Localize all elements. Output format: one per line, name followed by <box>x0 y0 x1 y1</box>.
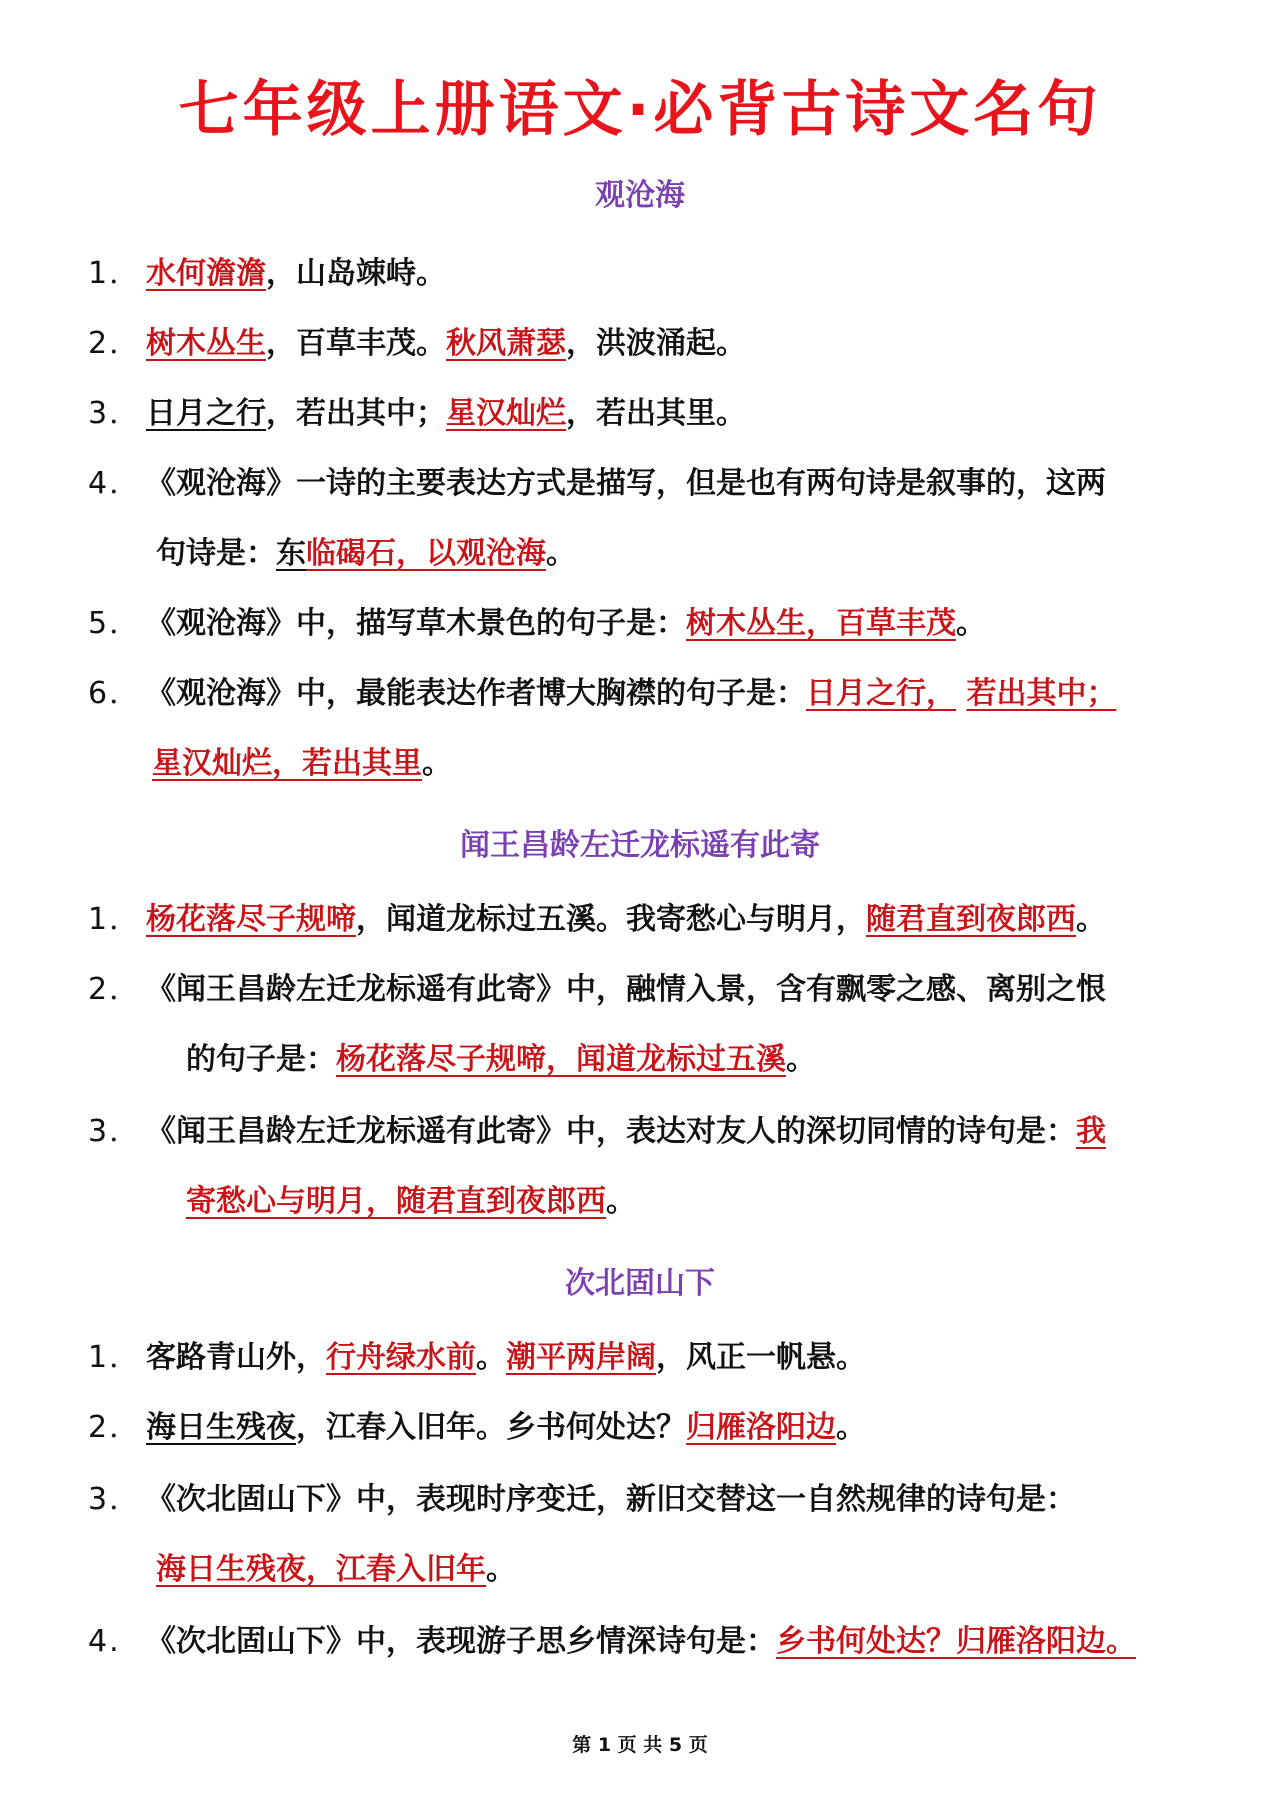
list-item: 4. 《次北固山下》中，表现游子思乡情深诗句是：乡书何处达？归雁洛阳边。 <box>88 1624 1136 1659</box>
list-item: 4． 《观沧海》一诗的主要表达方式是描写，但是也有两句诗是叙事的，这两 <box>88 466 1106 501</box>
page-title: 七年级上册语文·必背古诗文名句 <box>178 75 1102 145</box>
section-heading-cibeigushanxia: 次北固山下 <box>565 1266 715 1301</box>
list-item: 1． 客路青山外，行舟绿水前。潮平两岸阔，风正一帆悬。 <box>88 1340 866 1375</box>
answer-text: 星汉灿烂，若出其里 <box>152 746 422 781</box>
answer-text: 海日生残夜，江春入旧年 <box>156 1552 486 1587</box>
list-item: 1． 水何澹澹，山岛竦峙。 <box>88 256 446 291</box>
list-item-continuation: 的句子是：杨花落尽子规啼，闻道龙标过五溪。 <box>186 1042 816 1077</box>
answer-text: 杨花落尽子规啼，闻道龙标过五溪 <box>336 1042 786 1077</box>
list-item: 5． 《观沧海》中，描写草木景色的句子是：树木丛生，百草丰茂。 <box>88 606 986 641</box>
underlined-text: 海日生残夜 <box>146 1410 296 1445</box>
answer-text: 潮平两岸阔 <box>506 1340 656 1375</box>
list-item: 6． 《观沧海》中，最能表达作者博大胸襟的句子是：日月之行， 若出其中； <box>88 676 1117 711</box>
answer-text: 水何澹澹 <box>146 256 266 291</box>
underlined-text: 东 <box>276 536 306 571</box>
list-item-continuation: 寄愁心与明月，随君直到夜郎西。 <box>186 1184 636 1219</box>
list-item-continuation: 海日生残夜，江春入旧年。 <box>156 1552 516 1587</box>
list-item: 3． 《次北固山下》中，表现时序变迁，新旧交替这一自然规律的诗句是： <box>88 1482 1076 1517</box>
list-item-continuation: 句诗是：东临碣石，以观沧海。 <box>156 536 576 571</box>
answer-text: 我 <box>1076 1114 1106 1149</box>
answer-text: 行舟绿水前 <box>326 1340 476 1375</box>
answer-text: 杨花落尽子规啼 <box>146 902 356 937</box>
section-heading-guancanghai: 观沧海 <box>595 178 685 213</box>
answer-text: 归雁洛阳边 <box>686 1410 836 1445</box>
list-item: 2． 海日生残夜，江春入旧年。乡书何处达？归雁洛阳边。 <box>88 1410 866 1445</box>
underlined-text: 日月之行 <box>146 396 266 431</box>
answer-text: 乡书何处达？归雁洛阳边。 <box>776 1624 1136 1659</box>
section-heading-wenwangchangling: 闻王昌龄左迁龙标遥有此寄 <box>460 828 820 863</box>
list-item: 2． 树木丛生，百草丰茂。秋风萧瑟，洪波涌起。 <box>88 326 746 361</box>
list-item: 3． 《闻王昌龄左迁龙标遥有此寄》中，表达对友人的深切同情的诗句是：我 <box>88 1114 1106 1149</box>
list-item: 2． 《闻王昌龄左迁龙标遥有此寄》中，融情入景，含有飘零之感、离别之恨 <box>88 972 1106 1007</box>
list-item: 3． 日月之行，若出其中；星汉灿烂，若出其里。 <box>88 396 746 431</box>
answer-text: 星汉灿烂 <box>446 396 566 431</box>
answer-text: 随君直到夜郎西 <box>866 902 1076 937</box>
list-item-continuation: 星汉灿烂，若出其里。 <box>152 746 452 781</box>
page-footer: 第 1 页 共 5 页 <box>572 1734 708 1756</box>
answer-text: 日月之行， <box>806 676 956 711</box>
answer-text: 秋风萧瑟 <box>446 326 566 361</box>
answer-text: 若出其中； <box>966 676 1117 711</box>
answer-text: 临碣石，以观沧海 <box>306 536 546 571</box>
answer-text: 寄愁心与明月，随君直到夜郎西 <box>186 1184 606 1219</box>
list-item: 1． 杨花落尽子规啼，闻道龙标过五溪。我寄愁心与明月，随君直到夜郎西。 <box>88 902 1106 937</box>
answer-text: 树木丛生，百草丰茂 <box>686 606 956 641</box>
answer-text: 树木丛生 <box>146 326 266 361</box>
